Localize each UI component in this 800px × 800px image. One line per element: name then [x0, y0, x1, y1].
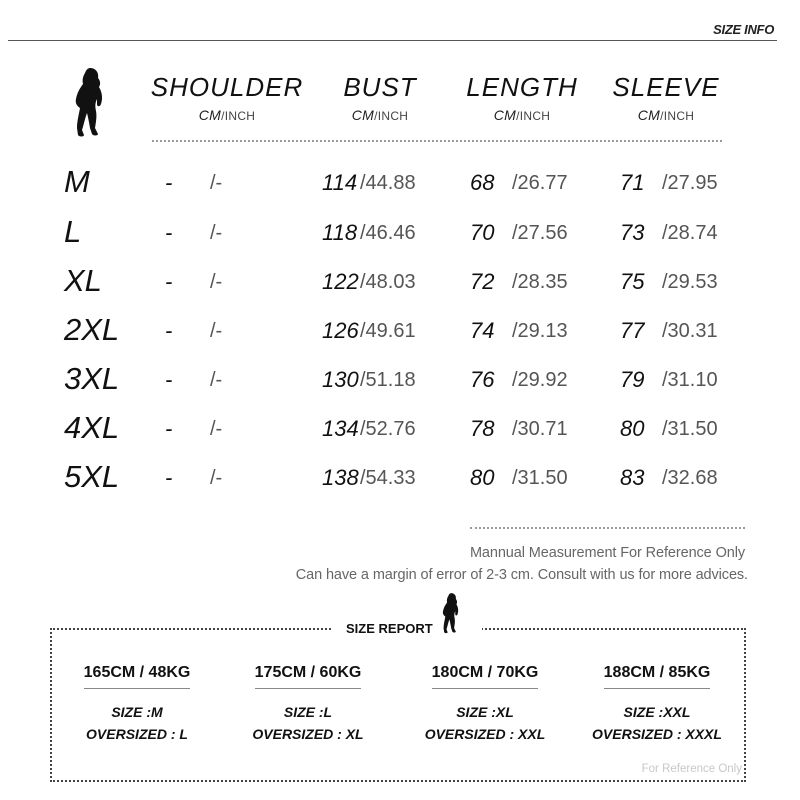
length-cm-value: 70 [470, 220, 495, 245]
entry-underline [84, 688, 190, 689]
note-margin: Can have a margin of error of 2-3 cm. Consult with us for more advices. [295, 567, 748, 583]
entry-underline [604, 688, 710, 689]
shoulder-inch-value: /- [210, 369, 223, 391]
bust-inch-value: /51.18 [360, 369, 416, 391]
sleeve-cm-value: 79 [620, 367, 645, 392]
size-label: XL [64, 263, 102, 298]
column-unit-shoulder: CM/INCH [198, 107, 256, 123]
page-title: SIZE INFO [713, 22, 774, 37]
shoulder-inch-value: /- [210, 222, 223, 244]
bust-cm-value: 118 [322, 220, 358, 245]
sleeve-inch-value: /31.50 [662, 418, 718, 440]
walking-ape-icon [68, 66, 108, 138]
shoulder-cm-value: - [165, 170, 173, 195]
column-header-length: LENGTH [466, 72, 578, 102]
sleeve-cm-value: 73 [620, 220, 645, 245]
length-inch-value: /26.77 [512, 172, 568, 194]
table-dotted-divider [470, 527, 745, 529]
sleeve-cm-value: 71 [620, 170, 645, 195]
shoulder-cm-value: - [165, 367, 173, 392]
bust-inch-value: /54.33 [360, 467, 416, 489]
shoulder-cm-value: - [165, 465, 173, 490]
size-label: M [64, 164, 90, 199]
sleeve-inch-value: /29.53 [662, 271, 718, 293]
bust-inch-value: /49.61 [360, 320, 416, 342]
sleeve-cm-value: 77 [620, 318, 645, 343]
recommended-size: SIZE :XL [456, 704, 514, 720]
length-inch-value: /31.50 [512, 467, 568, 489]
column-unit-bust: CM/INCH [351, 107, 409, 123]
entry-underline [255, 688, 361, 689]
height-weight: 188CM / 85KG [603, 664, 711, 681]
oversized-size: OVERSIZED : XXL [424, 726, 546, 742]
shoulder-cm-value: - [165, 416, 173, 441]
recommended-size: SIZE :XXL [623, 704, 691, 720]
column-header-bust: BUST [343, 72, 417, 102]
bust-cm-value: 134 [322, 416, 359, 441]
shoulder-inch-value: /- [210, 467, 223, 489]
oversized-size: OVERSIZED : L [86, 726, 188, 742]
size-report-entry [400, 664, 570, 745]
walking-ape-icon [438, 592, 462, 634]
column-unit-sleeve: CM/INCH [637, 107, 695, 123]
size-report-title: SIZE REPORT [346, 621, 433, 636]
size-label: 3XL [64, 361, 120, 396]
size-label: 2XL [64, 312, 120, 347]
footer-reference-note: For Reference Only [641, 763, 742, 775]
size-label: 5XL [64, 459, 120, 494]
bust-inch-value: /52.76 [360, 418, 416, 440]
note-measurement: Mannual Measurement For Reference Only [469, 545, 745, 561]
recommended-size: SIZE :M [111, 704, 163, 720]
bust-cm-value: 126 [322, 318, 359, 343]
sleeve-cm-value: 83 [620, 465, 645, 490]
column-header-sleeve: SLEEVE [612, 72, 720, 102]
bust-cm-value: 138 [322, 465, 359, 490]
entry-underline [432, 688, 538, 689]
shoulder-cm-value: - [165, 220, 173, 245]
shoulder-inch-value: /- [210, 172, 223, 194]
oversized-size: OVERSIZED : XXXL [592, 726, 722, 742]
sleeve-cm-value: 75 [620, 269, 645, 294]
bust-cm-value: 122 [322, 269, 359, 294]
length-inch-value: /27.56 [512, 222, 568, 244]
length-inch-value: /29.13 [512, 320, 568, 342]
length-cm-value: 76 [470, 367, 495, 392]
length-cm-value: 74 [470, 318, 495, 343]
oversized-size: OVERSIZED : XL [252, 726, 364, 742]
length-cm-value: 80 [470, 465, 495, 490]
height-weight: 165CM / 48KG [83, 664, 191, 681]
length-inch-value: /28.35 [512, 271, 568, 293]
sleeve-inch-value: /32.68 [662, 467, 718, 489]
shoulder-inch-value: /- [210, 271, 223, 293]
shoulder-cm-value: - [165, 318, 173, 343]
shoulder-inch-value: /- [210, 418, 223, 440]
shoulder-inch-value: /- [210, 320, 223, 342]
height-weight: 175CM / 60KG [254, 664, 362, 681]
size-label: 4XL [64, 410, 120, 445]
height-weight: 180CM / 70KG [431, 664, 539, 681]
shoulder-cm-value: - [165, 269, 173, 294]
sleeve-cm-value: 80 [620, 416, 645, 441]
bust-inch-value: /46.46 [360, 222, 416, 244]
bust-cm-value: 130 [322, 367, 359, 392]
length-cm-value: 68 [470, 170, 495, 195]
length-cm-value: 78 [470, 416, 495, 441]
sleeve-inch-value: /30.31 [662, 320, 718, 342]
size-label: L [64, 214, 82, 249]
bust-cm-value: 114 [322, 170, 358, 195]
header-divider [8, 40, 777, 41]
length-inch-value: /29.92 [512, 369, 568, 391]
column-header-shoulder: SHOULDER [150, 72, 304, 102]
size-report-entry [572, 664, 742, 745]
column-unit-length: CM/INCH [493, 107, 551, 123]
length-cm-value: 72 [470, 269, 495, 294]
bust-inch-value: /48.03 [360, 271, 416, 293]
sleeve-inch-value: /28.74 [662, 222, 718, 244]
length-inch-value: /30.71 [512, 418, 568, 440]
header-dotted-divider [152, 140, 722, 142]
bust-inch-value: /44.88 [360, 172, 416, 194]
size-report-entry [223, 664, 393, 745]
sleeve-inch-value: /31.10 [662, 369, 718, 391]
recommended-size: SIZE :L [283, 704, 333, 720]
sleeve-inch-value: /27.95 [662, 172, 718, 194]
size-report-entry [52, 664, 222, 745]
